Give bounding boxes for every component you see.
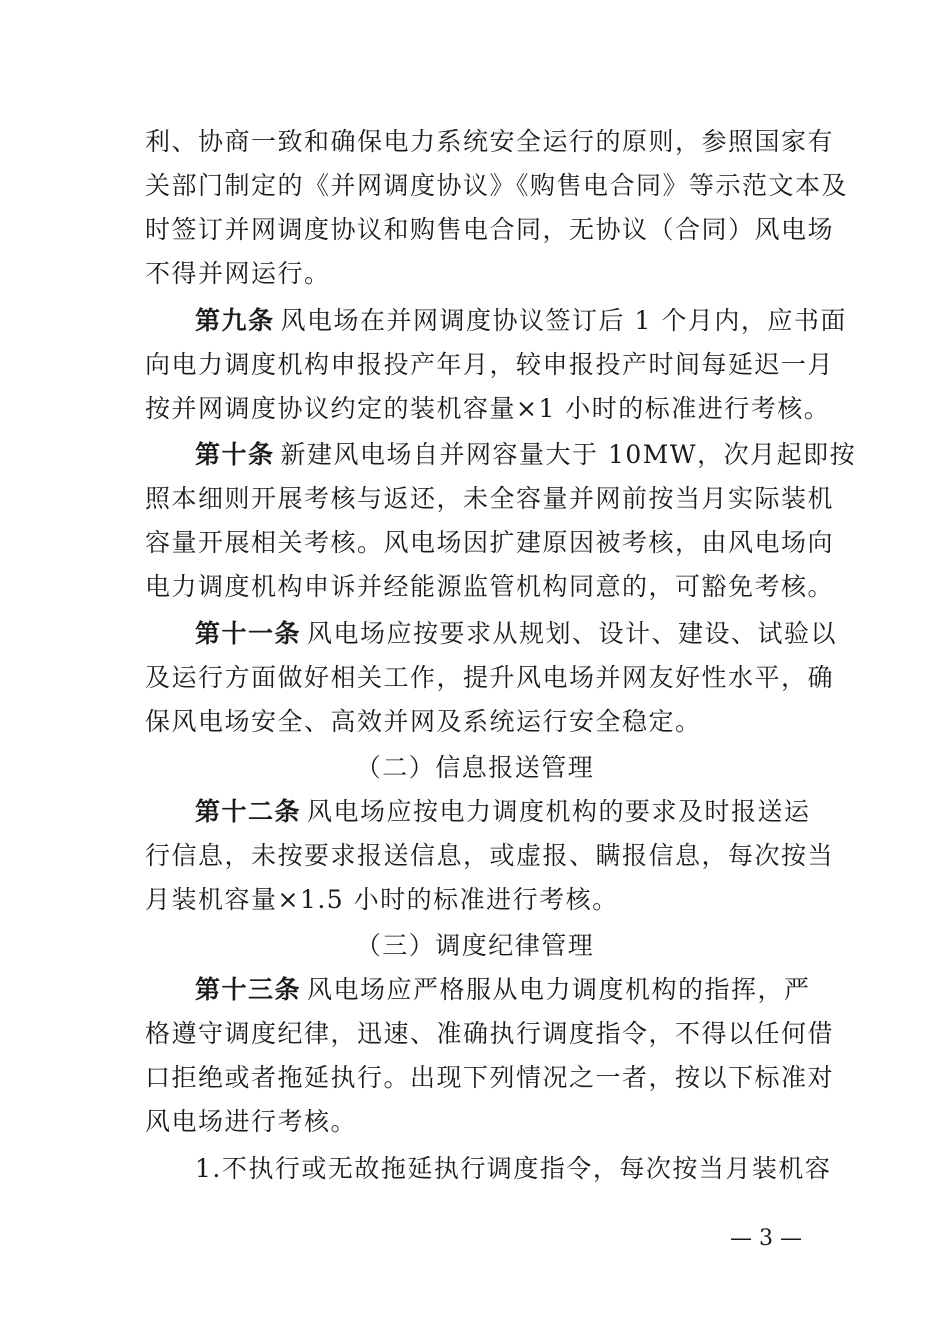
article-9-text: 风电场在并网调度协议签订后 1 个月内，应书面: [280, 306, 847, 335]
body-line: 时签订并网调度协议和购售电合同，无协议（合同）风电场: [145, 215, 835, 244]
body-line: 风电场进行考核。: [145, 1107, 358, 1136]
article-13-text: 风电场应严格服从电力调度机构的指挥，严: [307, 975, 811, 1004]
body-line: 及运行方面做好相关工作，提升风电场并网友好性水平，确: [145, 663, 835, 692]
article-12-text: 风电场应按电力调度机构的要求及时报送运: [307, 797, 811, 826]
article-10-title: 第十条: [195, 440, 275, 469]
body-line: 照本细则开展考核与返还，未全容量并网前按当月实际装机: [145, 484, 835, 513]
body-line: 月装机容量×1.5 小时的标准进行考核。: [145, 885, 619, 914]
article-12-first-line: [195, 797, 811, 827]
article-10-first-line: [195, 440, 856, 470]
item-1-line: 1.不执行或无故拖延执行调度指令，每次按当月装机容: [195, 1154, 832, 1183]
body-line: 格遵守调度纪律，迅速、准确执行调度指令，不得以任何借: [145, 1019, 835, 1048]
article-11-first-line: [195, 619, 837, 649]
section-heading-dispatch-discipline: （三）调度纪律管理: [355, 931, 595, 960]
body-line: 行信息，未按要求报送信息，或虚报、瞒报信息，每次按当: [145, 841, 835, 870]
body-line: 容量开展相关考核。风电场因扩建原因被考核，由风电场向: [145, 528, 835, 557]
body-line: 电力调度机构申诉并经能源监管机构同意的，可豁免考核。: [145, 572, 835, 601]
body-line: 口拒绝或者拖延执行。出现下列情况之一者，按以下标准对: [145, 1063, 835, 1092]
section-heading-info-reporting: （二）信息报送管理: [355, 753, 595, 782]
page-number: — 3 —: [730, 1226, 802, 1251]
article-11-text: 风电场应按要求从规划、设计、建设、试验以: [307, 619, 838, 648]
body-line: 不得并网运行。: [145, 259, 331, 288]
body-line: 利、协商一致和确保电力系统安全运行的原则，参照国家有: [145, 127, 835, 156]
body-line: 向电力调度机构申报投产年月，较申报投产时间每延迟一月: [145, 350, 835, 379]
body-line: 关部门制定的《并网调度协议》《购售电合同》等示范文本及: [145, 171, 849, 200]
article-13-title: 第十三条: [195, 975, 302, 1004]
body-line: 保风电场安全、高效并网及系统运行安全稳定。: [145, 707, 702, 736]
article-12-title: 第十二条: [195, 797, 302, 826]
article-9-first-line: [195, 306, 847, 336]
body-line: 按并网调度协议约定的装机容量×1 小时的标准进行考核。: [145, 394, 831, 423]
article-11-title: 第十一条: [195, 619, 302, 648]
article-10-text: 新建风电场自并网容量大于 10MW，次月起即按: [280, 440, 857, 469]
article-9-title: 第九条: [195, 306, 275, 335]
article-13-first-line: [195, 975, 811, 1005]
